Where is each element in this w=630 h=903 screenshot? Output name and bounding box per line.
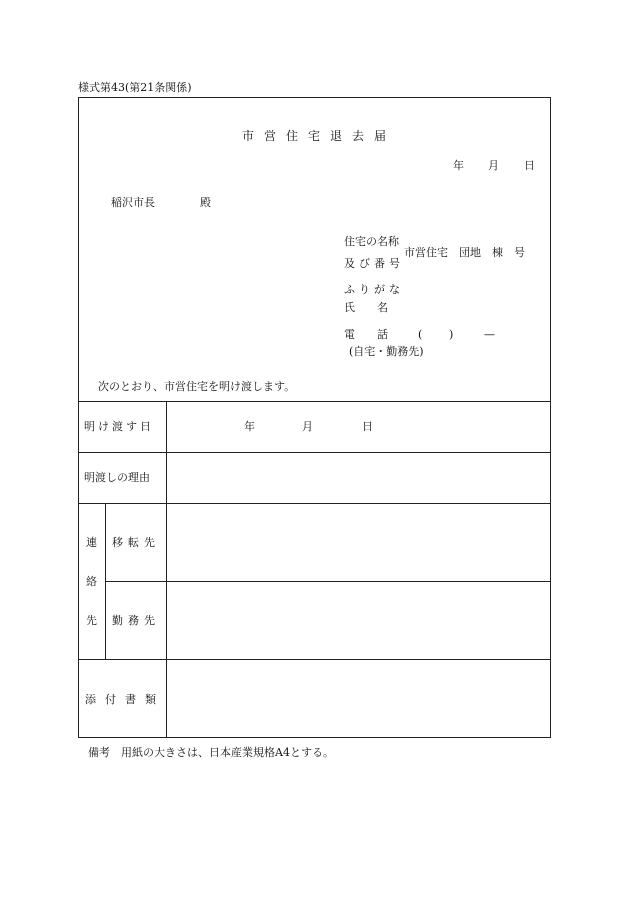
contact-label-char-2: 絡 <box>86 575 97 588</box>
phone-dash: — <box>484 328 495 341</box>
contact-subcolumn-divider <box>105 503 106 659</box>
date-day-label: 日 <box>524 159 535 172</box>
divider-row-3 <box>78 659 551 660</box>
housing-number-label: 及び番号 <box>344 257 404 270</box>
phone-paren-close: ) <box>449 328 454 341</box>
date-month-label: 月 <box>488 159 499 172</box>
handover-day-label: 日 <box>362 420 373 433</box>
form-title: 市営住宅退去届 <box>241 129 396 143</box>
form-identifier: 様式第43(第21条関係) <box>78 81 192 94</box>
furigana-label: ふりがな <box>344 283 404 296</box>
divider-row-2 <box>78 503 551 504</box>
housing-value: 市営住宅 団地 棟 号 <box>404 246 525 259</box>
addressee-honorific: 殿 <box>200 196 211 209</box>
handover-date-label: 明け渡す日 <box>84 420 154 433</box>
workplace-label: 勤務先 <box>112 614 160 627</box>
addressee-name: 稲沢市長 <box>111 196 155 209</box>
divider-top-table <box>78 401 551 402</box>
new-address-label: 移転先 <box>112 536 160 549</box>
statement-text: 次のとおり、市営住宅を明け渡します。 <box>98 380 296 393</box>
divider-contact-split <box>105 581 551 582</box>
handover-month-label: 月 <box>302 420 313 433</box>
divider-row-1 <box>78 452 551 453</box>
reason-label: 明渡しの理由 <box>84 471 150 484</box>
phone-note: (自宅・勤務先) <box>349 345 424 358</box>
contact-label-char-1: 連 <box>86 536 97 549</box>
form-frame <box>78 97 551 738</box>
column-divider <box>166 401 167 738</box>
phone-paren-open: ( <box>418 328 423 341</box>
handover-year-label: 年 <box>244 420 255 433</box>
housing-name-label: 住宅の名称 <box>344 235 399 248</box>
applicant-name-label: 氏 名 <box>344 301 388 314</box>
footnote: 備考 用紙の大きさは、日本産業規格A4とする。 <box>88 746 334 759</box>
phone-label: 電 話 <box>344 328 388 341</box>
attachments-label: 添付書類 <box>85 693 165 706</box>
date-year-label: 年 <box>453 159 464 172</box>
contact-label-char-3: 先 <box>86 614 97 627</box>
